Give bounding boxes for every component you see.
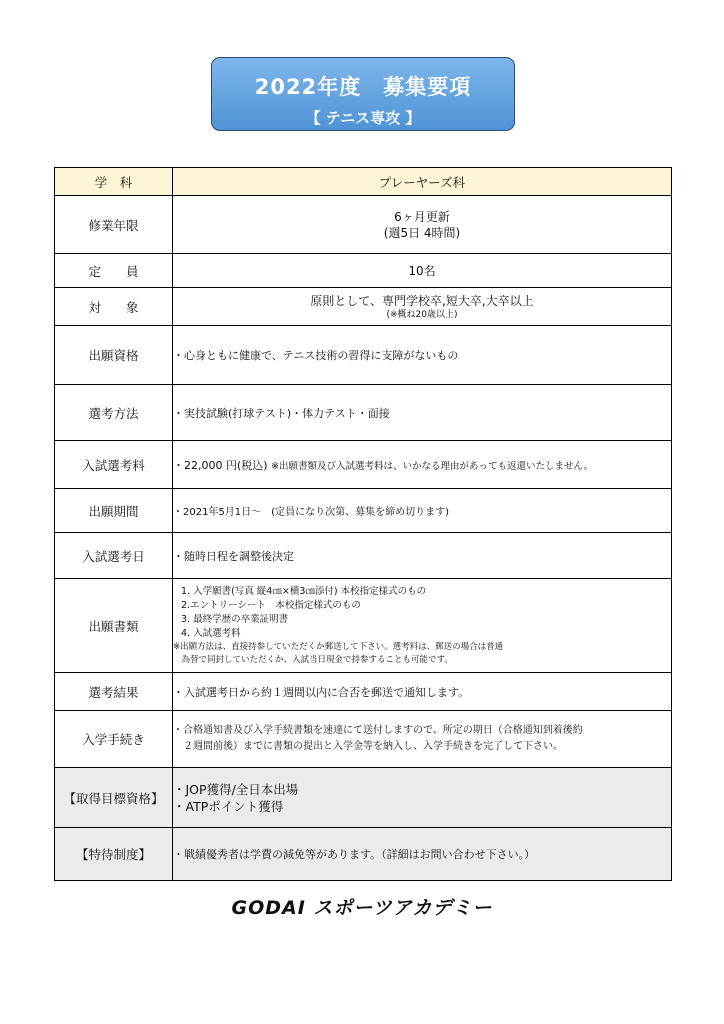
- term-line1: 6ヶ月更新: [394, 209, 450, 224]
- document-item: 3. 最終学歴の卒業証明書: [181, 613, 289, 625]
- label-period: 出願期間: [55, 489, 173, 533]
- value-fee: [173, 441, 672, 489]
- page-title: 2022年度 募集要項: [254, 75, 472, 99]
- row-result: [55, 673, 672, 711]
- value-exam-date: ・随時日程を調整後決定: [173, 533, 672, 579]
- label-qualification: 出願資格: [55, 326, 173, 385]
- row-scholarship: [55, 828, 672, 881]
- value-period: ・2021年5月1日～ (定員になり次第、募集を締め切ります): [173, 489, 672, 533]
- row-qualification: [55, 326, 672, 385]
- document-item: 4. 入試選考料: [181, 627, 241, 639]
- documents-note-2: 為替で同封していただくか、入試当日現金で持参することも可能です。: [173, 654, 453, 665]
- documents-note-1: ※出願方法は、直接持参していただくか郵送して下さい。選考料は、郵送の場合は普通: [173, 641, 504, 652]
- label-fee: 入試選考料: [55, 441, 173, 489]
- value-result: ・入試選考日から約１週間以内に合否を郵送で通知します。: [173, 673, 672, 711]
- row-eligibility: [55, 288, 672, 326]
- value-department: プレーヤーズ科: [173, 168, 672, 196]
- value-term: [173, 196, 672, 254]
- value-target: [173, 768, 672, 828]
- row-department: [55, 168, 672, 196]
- value-capacity: 10名: [173, 254, 672, 288]
- label-department: 学 科: [55, 168, 173, 196]
- enrollment-line2: ２週間前後）までに書類の提出と入学金等を納入し、入学手続きを完了して下さい。: [173, 741, 563, 752]
- row-target: [55, 768, 672, 828]
- value-eligibility: [173, 288, 672, 326]
- document-item: 2.エントリーシート 本校指定様式のもの: [181, 599, 361, 611]
- row-selection: [55, 385, 672, 441]
- target-item: ・JOP獲得/全日本出場: [173, 781, 299, 797]
- label-result: 選考結果: [55, 673, 173, 711]
- row-capacity: [55, 254, 672, 288]
- document-item: 1. 入学願書(写真 縦4㎝×横3㎝添付) 本校指定様式のもの: [181, 585, 427, 597]
- fee-note: ※出願書類及び入試選考料は、いかなる理由があっても返還いたしません。: [271, 460, 594, 472]
- row-period: [55, 489, 672, 533]
- value-enrollment: [173, 711, 672, 768]
- label-target: 【取得目標資格】: [55, 768, 173, 828]
- label-capacity: 定 員: [55, 254, 173, 288]
- term-line2: (週5日 4時間): [383, 225, 461, 240]
- label-scholarship: 【特待制度】: [55, 828, 173, 881]
- target-item: ・ATPポイント獲得: [173, 798, 284, 814]
- row-exam-date: [55, 533, 672, 579]
- title-box: [211, 57, 515, 131]
- page-subtitle: 【 テニス専攻 】: [305, 109, 421, 127]
- enrollment-line1: ・合格通知書及び入学手続書類を速達にて送付しますので、所定の期日（合格通知到着後約: [173, 725, 583, 736]
- label-exam-date: 入試選考日: [55, 533, 173, 579]
- requirements-table: [54, 167, 672, 881]
- label-enrollment: 入学手続き: [55, 711, 173, 768]
- value-qualification: ・心身ともに健康で、テニス技術の習得に支障がないもの: [173, 326, 672, 385]
- eligibility-line1: 原則として、専門学校卒,短大卒,大卒以上: [310, 293, 534, 308]
- label-eligibility: 対 象: [55, 288, 173, 326]
- row-fee: [55, 441, 672, 489]
- row-documents: [55, 579, 672, 673]
- label-term: 修業年限: [55, 196, 173, 254]
- fee-amount: ・22,000 円(税込): [173, 458, 268, 472]
- label-documents: 出願書類: [55, 579, 173, 673]
- value-documents: [173, 579, 672, 673]
- label-selection: 選考方法: [55, 385, 173, 441]
- row-term: [55, 196, 672, 254]
- eligibility-note: (※概ね20歳以上): [386, 309, 458, 320]
- footer-logo: GODAI スポーツアカデミー: [231, 897, 493, 919]
- value-scholarship: ・戦績優秀者は学費の減免等があります。（詳細はお問い合わせ下さい。）: [173, 828, 672, 881]
- value-selection: ・実技試験(打球テスト)・体力テスト・面接: [173, 385, 672, 441]
- row-enrollment: [55, 711, 672, 768]
